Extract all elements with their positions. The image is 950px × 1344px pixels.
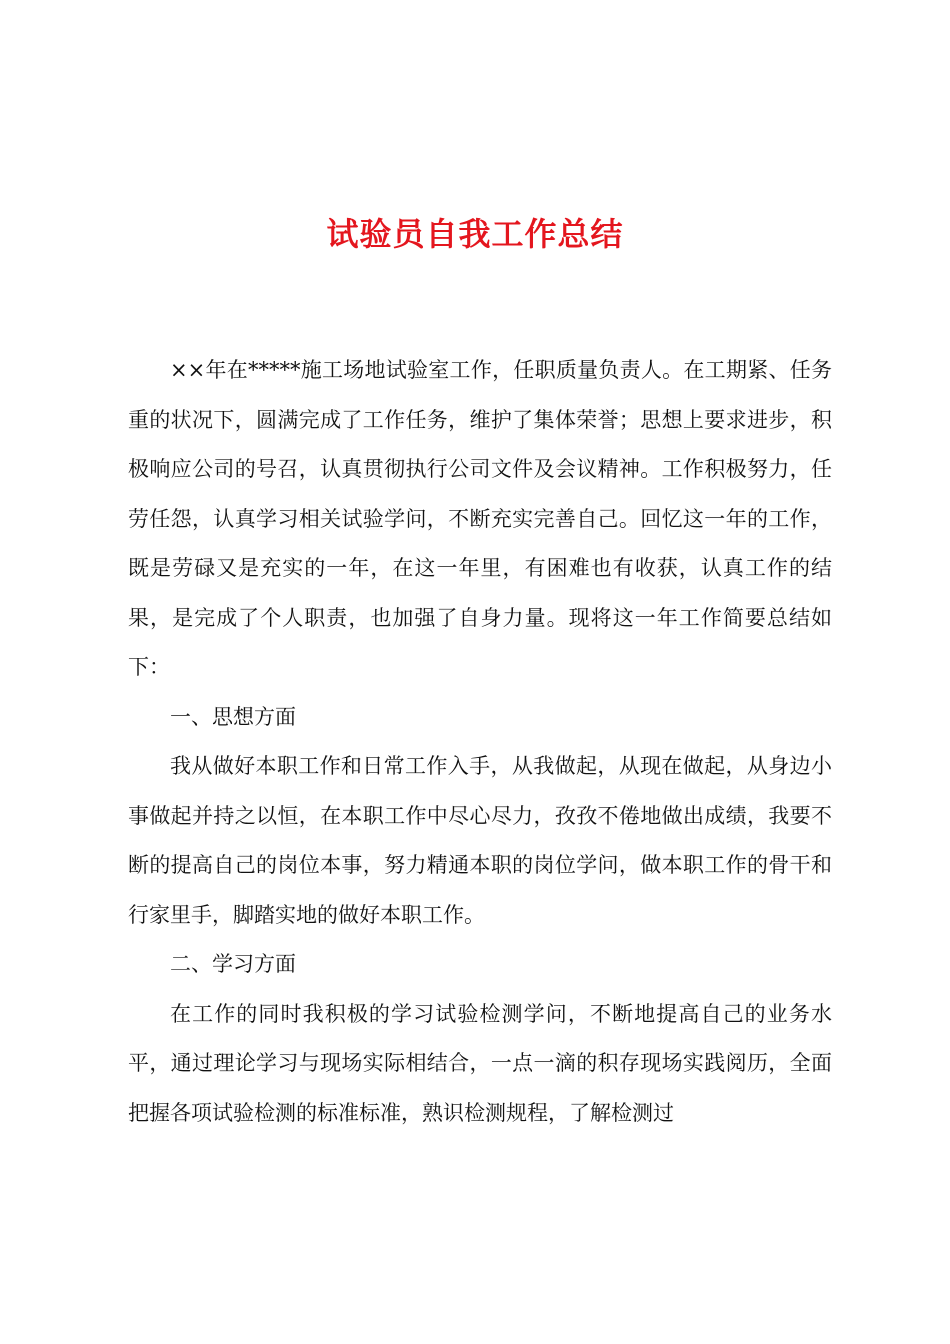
section-heading-study: 二、学习方面 <box>170 952 296 976</box>
section-heading-thought: 一、思想方面 <box>170 704 296 729</box>
paragraph-thought: 我从做好本职工作和日常工作入手，从我做起，从现在做起，从身边小事做起并持之以恒，在本职工作中尽心尽力，孜孜不倦地做出成绩，我要不断的提高自己的岗位本事，努力精通本职的岗位学问，做本职工作的骨干和行家里手，脚踏实地的做好本职工作。 <box>128 754 832 927</box>
paragraph-study: 在工作的同时我积极的学习试验检测学问，不断地提高自己的业务水平，通过理论学习与现场实际相结合，一点一滴的积存现场实践阅历，全面把握各项试验检测的标准标准，熟识检测规程，了解检测过 <box>128 1001 832 1125</box>
document-title: 试验员自我工作总结 <box>326 215 624 253</box>
paragraph-intro: ××年在*****施工场地试验室工作，任职质量负责人。在工期紧、任务重的状况下，圆满完成了工作任务，维护了集体荣誉；思想上要求进步，积极响应公司的号召，认真贯彻执行公司文件及会议精神。工作积极努力，任劳任怨，认真学习相关试验学问，不断充实完善自己。回忆这一年的工作，既是劳碌又是充实的一年，在这一年里，有困难也有收获，认真工作的结果，是完成了个人职责，也加强了自身力量。现将这一年工作简要总结如下： <box>128 358 832 679</box>
document-body <box>128 346 832 1138</box>
